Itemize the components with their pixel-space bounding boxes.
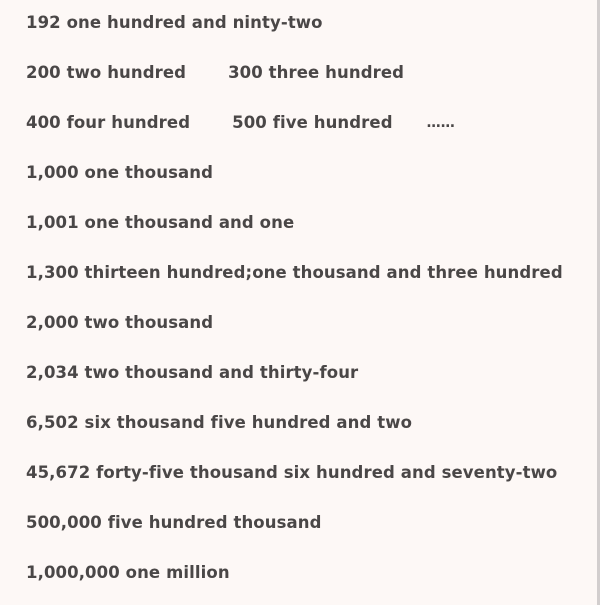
list-item	[26, 62, 404, 84]
number-300-line: 300 three hundred	[228, 63, 405, 82]
list-item	[26, 162, 213, 184]
list-item	[26, 112, 455, 134]
number-400-line: 400 four hundred	[26, 113, 191, 132]
number-500000-line: 500,000 five hundred thousand	[26, 513, 322, 532]
list-item	[26, 262, 563, 284]
number-192-line: 192 one hundred and ninty-two	[26, 13, 323, 32]
list-item	[26, 562, 230, 584]
number-45672-line: 45,672 forty-five thousand six hundred and seventy-two	[26, 463, 558, 482]
number-2034-line: 2,034 two thousand and thirty-four	[26, 363, 359, 382]
list-item	[26, 312, 213, 334]
list-item	[26, 12, 323, 34]
list-item	[26, 512, 322, 534]
number-200-line: 200 two hundred	[26, 63, 187, 82]
list-item	[26, 462, 557, 484]
list-item	[26, 412, 412, 434]
number-500-line: 500 five hundred	[232, 113, 393, 132]
number-1300-line: 1,300 thirteen hundred;one thousand and three hundred	[26, 263, 563, 282]
number-1001-line: 1,001 one thousand and one	[26, 213, 295, 232]
list-item	[26, 362, 358, 384]
list-item	[26, 212, 294, 234]
ellipsis: ……	[426, 115, 455, 131]
number-1000000-line: 1,000,000 one million	[26, 563, 230, 582]
number-6502-line: 6,502 six thousand five hundred and two	[26, 413, 413, 432]
number-1000-line: 1,000 one thousand	[26, 163, 213, 182]
number-2000-line: 2,000 two thousand	[26, 313, 214, 332]
